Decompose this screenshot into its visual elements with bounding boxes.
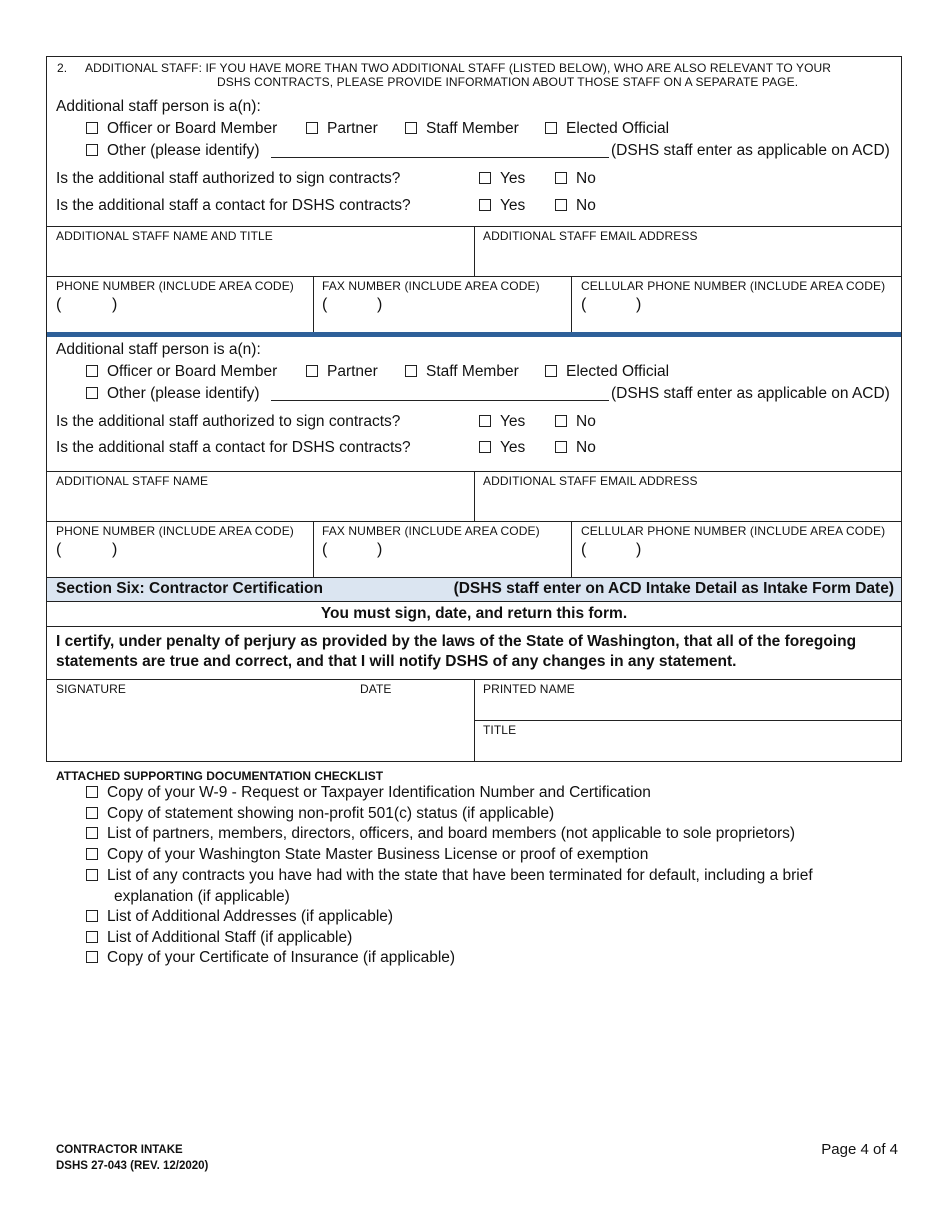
staff-1-cell-label: CELLULAR PHONE NUMBER (INCLUDE AREA CODE) bbox=[581, 279, 886, 293]
title-input[interactable] bbox=[475, 737, 901, 762]
staff-1-fax-field[interactable] bbox=[314, 277, 572, 332]
checklist-item[interactable]: Copy of statement showing non-profit 501(c) status (if applicable) bbox=[86, 805, 554, 823]
staff-2-other-input[interactable] bbox=[271, 385, 609, 401]
staff-2-contact-no[interactable]: No bbox=[555, 439, 596, 457]
staff-2-option-elected[interactable]: Elected Official bbox=[545, 363, 669, 381]
section-six-title: Section Six: Contractor Certification bbox=[56, 580, 323, 597]
printed-name-input[interactable] bbox=[475, 696, 901, 720]
staff-2-option-officer[interactable]: Officer or Board Member bbox=[86, 363, 277, 381]
checklist-item[interactable]: List of Additional Addresses (if applicable) bbox=[86, 908, 393, 926]
staff-2-type-label: Additional staff person is a(n): bbox=[56, 341, 261, 358]
staff-1-phone-row bbox=[47, 276, 901, 332]
staff-1-phone-label: PHONE NUMBER (INCLUDE AREA CODE) bbox=[56, 279, 294, 293]
staff-1-option-other[interactable]: Other (please identify) bbox=[86, 142, 260, 160]
checkbox[interactable] bbox=[405, 365, 417, 377]
checkbox[interactable] bbox=[405, 122, 417, 134]
checkbox[interactable] bbox=[306, 122, 318, 134]
staff-1-contact-yes[interactable]: Yes bbox=[479, 197, 525, 215]
checkbox[interactable] bbox=[555, 172, 567, 184]
checkbox[interactable] bbox=[86, 122, 98, 134]
staff-1-contact-no[interactable]: No bbox=[555, 197, 596, 215]
area-code-open: ( bbox=[56, 541, 62, 558]
intro-line-1: ADDITIONAL STAFF: IF YOU HAVE MORE THAN TWO ADDITIONAL STAFF (LISTED BELOW), WHO ARE ALSO RELEVANT TO YOUR bbox=[85, 61, 832, 75]
checkbox[interactable] bbox=[86, 144, 98, 156]
staff-1-fax-label: FAX NUMBER (INCLUDE AREA CODE) bbox=[322, 279, 540, 293]
staff-2-name-row bbox=[47, 471, 901, 521]
staff-2-name-label: ADDITIONAL STAFF NAME bbox=[56, 474, 209, 488]
staff-1-email-field[interactable] bbox=[475, 227, 901, 276]
checkbox[interactable] bbox=[86, 869, 98, 881]
staff-2-cell-label: CELLULAR PHONE NUMBER (INCLUDE AREA CODE) bbox=[581, 524, 886, 538]
intro-line-2: DSHS CONTRACTS, PLEASE PROVIDE INFORMATION ABOUT THOSE STAFF ON A SEPARATE PAGE. bbox=[217, 75, 799, 89]
printed-name-label: PRINTED NAME bbox=[483, 682, 575, 696]
checklist-item[interactable]: Copy of your W-9 - Request or Taxpayer Identification Number and Certification bbox=[86, 784, 651, 802]
checklist-item[interactable]: List of Additional Staff (if applicable) bbox=[86, 929, 352, 947]
checklist-item[interactable]: Copy of your Certificate of Insurance (if applicable) bbox=[86, 949, 455, 967]
signature-label: SIGNATURE bbox=[56, 682, 127, 696]
must-sign-row bbox=[47, 601, 901, 626]
checkbox[interactable] bbox=[479, 415, 491, 427]
staff-1-other-input[interactable] bbox=[271, 142, 609, 158]
title-label: TITLE bbox=[483, 723, 517, 737]
area-code-open: ( bbox=[56, 296, 62, 313]
signature-block bbox=[47, 679, 901, 761]
staff-2-email-field[interactable] bbox=[475, 472, 901, 521]
staff-1-name-input[interactable] bbox=[47, 243, 474, 276]
staff-1-option-partner[interactable]: Partner bbox=[306, 120, 378, 138]
checklist-heading: ATTACHED SUPPORTING DOCUMENTATION CHECKLIST bbox=[56, 769, 384, 783]
checkbox[interactable] bbox=[86, 807, 98, 819]
staff-2-phone-field[interactable] bbox=[47, 522, 314, 577]
checkbox[interactable] bbox=[545, 122, 557, 134]
checkbox[interactable] bbox=[479, 172, 491, 184]
checkbox[interactable] bbox=[86, 951, 98, 963]
staff-2-fax-field[interactable] bbox=[314, 522, 572, 577]
staff-2-other-note: (DSHS staff enter as applicable on ACD) bbox=[611, 385, 890, 402]
area-code-close: ) bbox=[112, 541, 118, 558]
area-code-open: ( bbox=[581, 296, 587, 313]
staff-2-option-partner[interactable]: Partner bbox=[306, 363, 378, 381]
checklist-item-continuation: explanation (if applicable) bbox=[114, 888, 290, 905]
certification-statement bbox=[47, 626, 901, 679]
staff-2-sign-no[interactable]: No bbox=[555, 413, 596, 431]
footer-form-name: CONTRACTOR INTAKE bbox=[56, 1144, 183, 1156]
staff-2-fax-label: FAX NUMBER (INCLUDE AREA CODE) bbox=[322, 524, 540, 538]
checkbox[interactable] bbox=[86, 931, 98, 943]
checkbox[interactable] bbox=[86, 387, 98, 399]
staff-2-option-staff-member[interactable]: Staff Member bbox=[405, 363, 519, 381]
staff-2-contact-yes[interactable]: Yes bbox=[479, 439, 525, 457]
staff-1-type-section bbox=[47, 94, 901, 226]
staff-1-other-note: (DSHS staff enter as applicable on ACD) bbox=[611, 142, 890, 159]
staff-1-cell-field[interactable] bbox=[572, 277, 901, 332]
page-number: Page 4 of 4 bbox=[821, 1141, 898, 1158]
staff-1-name-label: ADDITIONAL STAFF NAME AND TITLE bbox=[56, 229, 273, 243]
checkbox[interactable] bbox=[555, 441, 567, 453]
checkbox[interactable] bbox=[86, 827, 98, 839]
intro-number: 2. bbox=[57, 61, 68, 75]
checkbox[interactable] bbox=[86, 786, 98, 798]
checkbox[interactable] bbox=[555, 415, 567, 427]
area-code-open: ( bbox=[322, 541, 328, 558]
checkbox[interactable] bbox=[545, 365, 557, 377]
checkbox[interactable] bbox=[86, 848, 98, 860]
staff-intro bbox=[47, 57, 901, 94]
certify-line-1: I certify, under penalty of perjury as provided by the laws of the State of Washington, that all of the foregoing bbox=[56, 633, 857, 650]
staff-2-option-other[interactable]: Other (please identify) bbox=[86, 385, 260, 403]
date-label: DATE bbox=[360, 682, 392, 696]
staff-2-sign-question: Is the additional staff authorized to sign contracts? bbox=[56, 413, 401, 430]
signature-field[interactable] bbox=[47, 680, 475, 761]
checkbox[interactable] bbox=[479, 199, 491, 211]
staff-1-option-staff-member[interactable]: Staff Member bbox=[405, 120, 519, 138]
staff-1-sign-yes[interactable]: Yes bbox=[479, 170, 525, 188]
staff-1-email-label: ADDITIONAL STAFF EMAIL ADDRESS bbox=[483, 229, 698, 243]
area-code-close: ) bbox=[112, 296, 118, 313]
staff-2-name-field[interactable] bbox=[47, 472, 475, 521]
signature-input[interactable] bbox=[47, 696, 474, 761]
staff-1-name-field[interactable] bbox=[47, 227, 475, 276]
staff-2-type-section bbox=[47, 337, 901, 471]
staff-1-sign-question: Is the additional staff authorized to sign contracts? bbox=[56, 170, 401, 187]
area-code-close: ) bbox=[636, 296, 642, 313]
checklist-item[interactable]: List of partners, members, directors, officers, and board members (not applicable to sole proprietors) bbox=[86, 825, 795, 843]
title-field[interactable] bbox=[475, 721, 901, 762]
staff-2-cell-field[interactable] bbox=[572, 522, 901, 577]
area-code-open: ( bbox=[581, 541, 587, 558]
staff-2-name-input[interactable] bbox=[47, 488, 474, 521]
staff-1-sign-no[interactable]: No bbox=[555, 170, 596, 188]
staff-1-type-label: Additional staff person is a(n): bbox=[56, 98, 261, 115]
section-six-note: (DSHS staff enter on ACD Intake Detail as Intake Form Date) bbox=[453, 580, 894, 597]
section-six-header bbox=[47, 577, 901, 601]
checkbox[interactable] bbox=[479, 441, 491, 453]
checklist-item[interactable]: Copy of your Washington State Master Business License or proof of exemption bbox=[86, 846, 648, 864]
area-code-close: ) bbox=[636, 541, 642, 558]
staff-form bbox=[46, 56, 902, 762]
staff-1-contact-question: Is the additional staff a contact for DSHS contracts? bbox=[56, 197, 411, 214]
area-code-close: ) bbox=[377, 296, 383, 313]
staff-1-phone-field[interactable] bbox=[47, 277, 314, 332]
checkbox[interactable] bbox=[306, 365, 318, 377]
checkbox[interactable] bbox=[86, 910, 98, 922]
staff-1-option-officer[interactable]: Officer or Board Member bbox=[86, 120, 277, 138]
printed-name-field[interactable] bbox=[475, 680, 901, 721]
staff-2-contact-question: Is the additional staff a contact for DSHS contracts? bbox=[56, 439, 411, 456]
checklist-item[interactable]: List of any contracts you have had with the state that have been terminated for default, including a brief bbox=[86, 867, 813, 885]
area-code-close: ) bbox=[377, 541, 383, 558]
staff-1-option-elected[interactable]: Elected Official bbox=[545, 120, 669, 138]
staff-2-phone-label: PHONE NUMBER (INCLUDE AREA CODE) bbox=[56, 524, 294, 538]
staff-2-email-input[interactable] bbox=[475, 488, 901, 521]
staff-2-sign-yes[interactable]: Yes bbox=[479, 413, 525, 431]
must-sign-text: You must sign, date, and return this form. bbox=[320, 605, 628, 622]
staff-1-email-input[interactable] bbox=[475, 243, 901, 276]
certify-line-2: statements are true and correct, and that I will notify DSHS of any changes in any statement. bbox=[56, 653, 737, 670]
staff-2-phone-row bbox=[47, 521, 901, 577]
footer-form-number: DSHS 27-043 (REV. 12/2020) bbox=[56, 1160, 209, 1172]
staff-2-email-label: ADDITIONAL STAFF EMAIL ADDRESS bbox=[483, 474, 698, 488]
staff-1-name-row bbox=[47, 226, 901, 276]
checkbox[interactable] bbox=[86, 365, 98, 377]
checkbox[interactable] bbox=[555, 199, 567, 211]
area-code-open: ( bbox=[322, 296, 328, 313]
